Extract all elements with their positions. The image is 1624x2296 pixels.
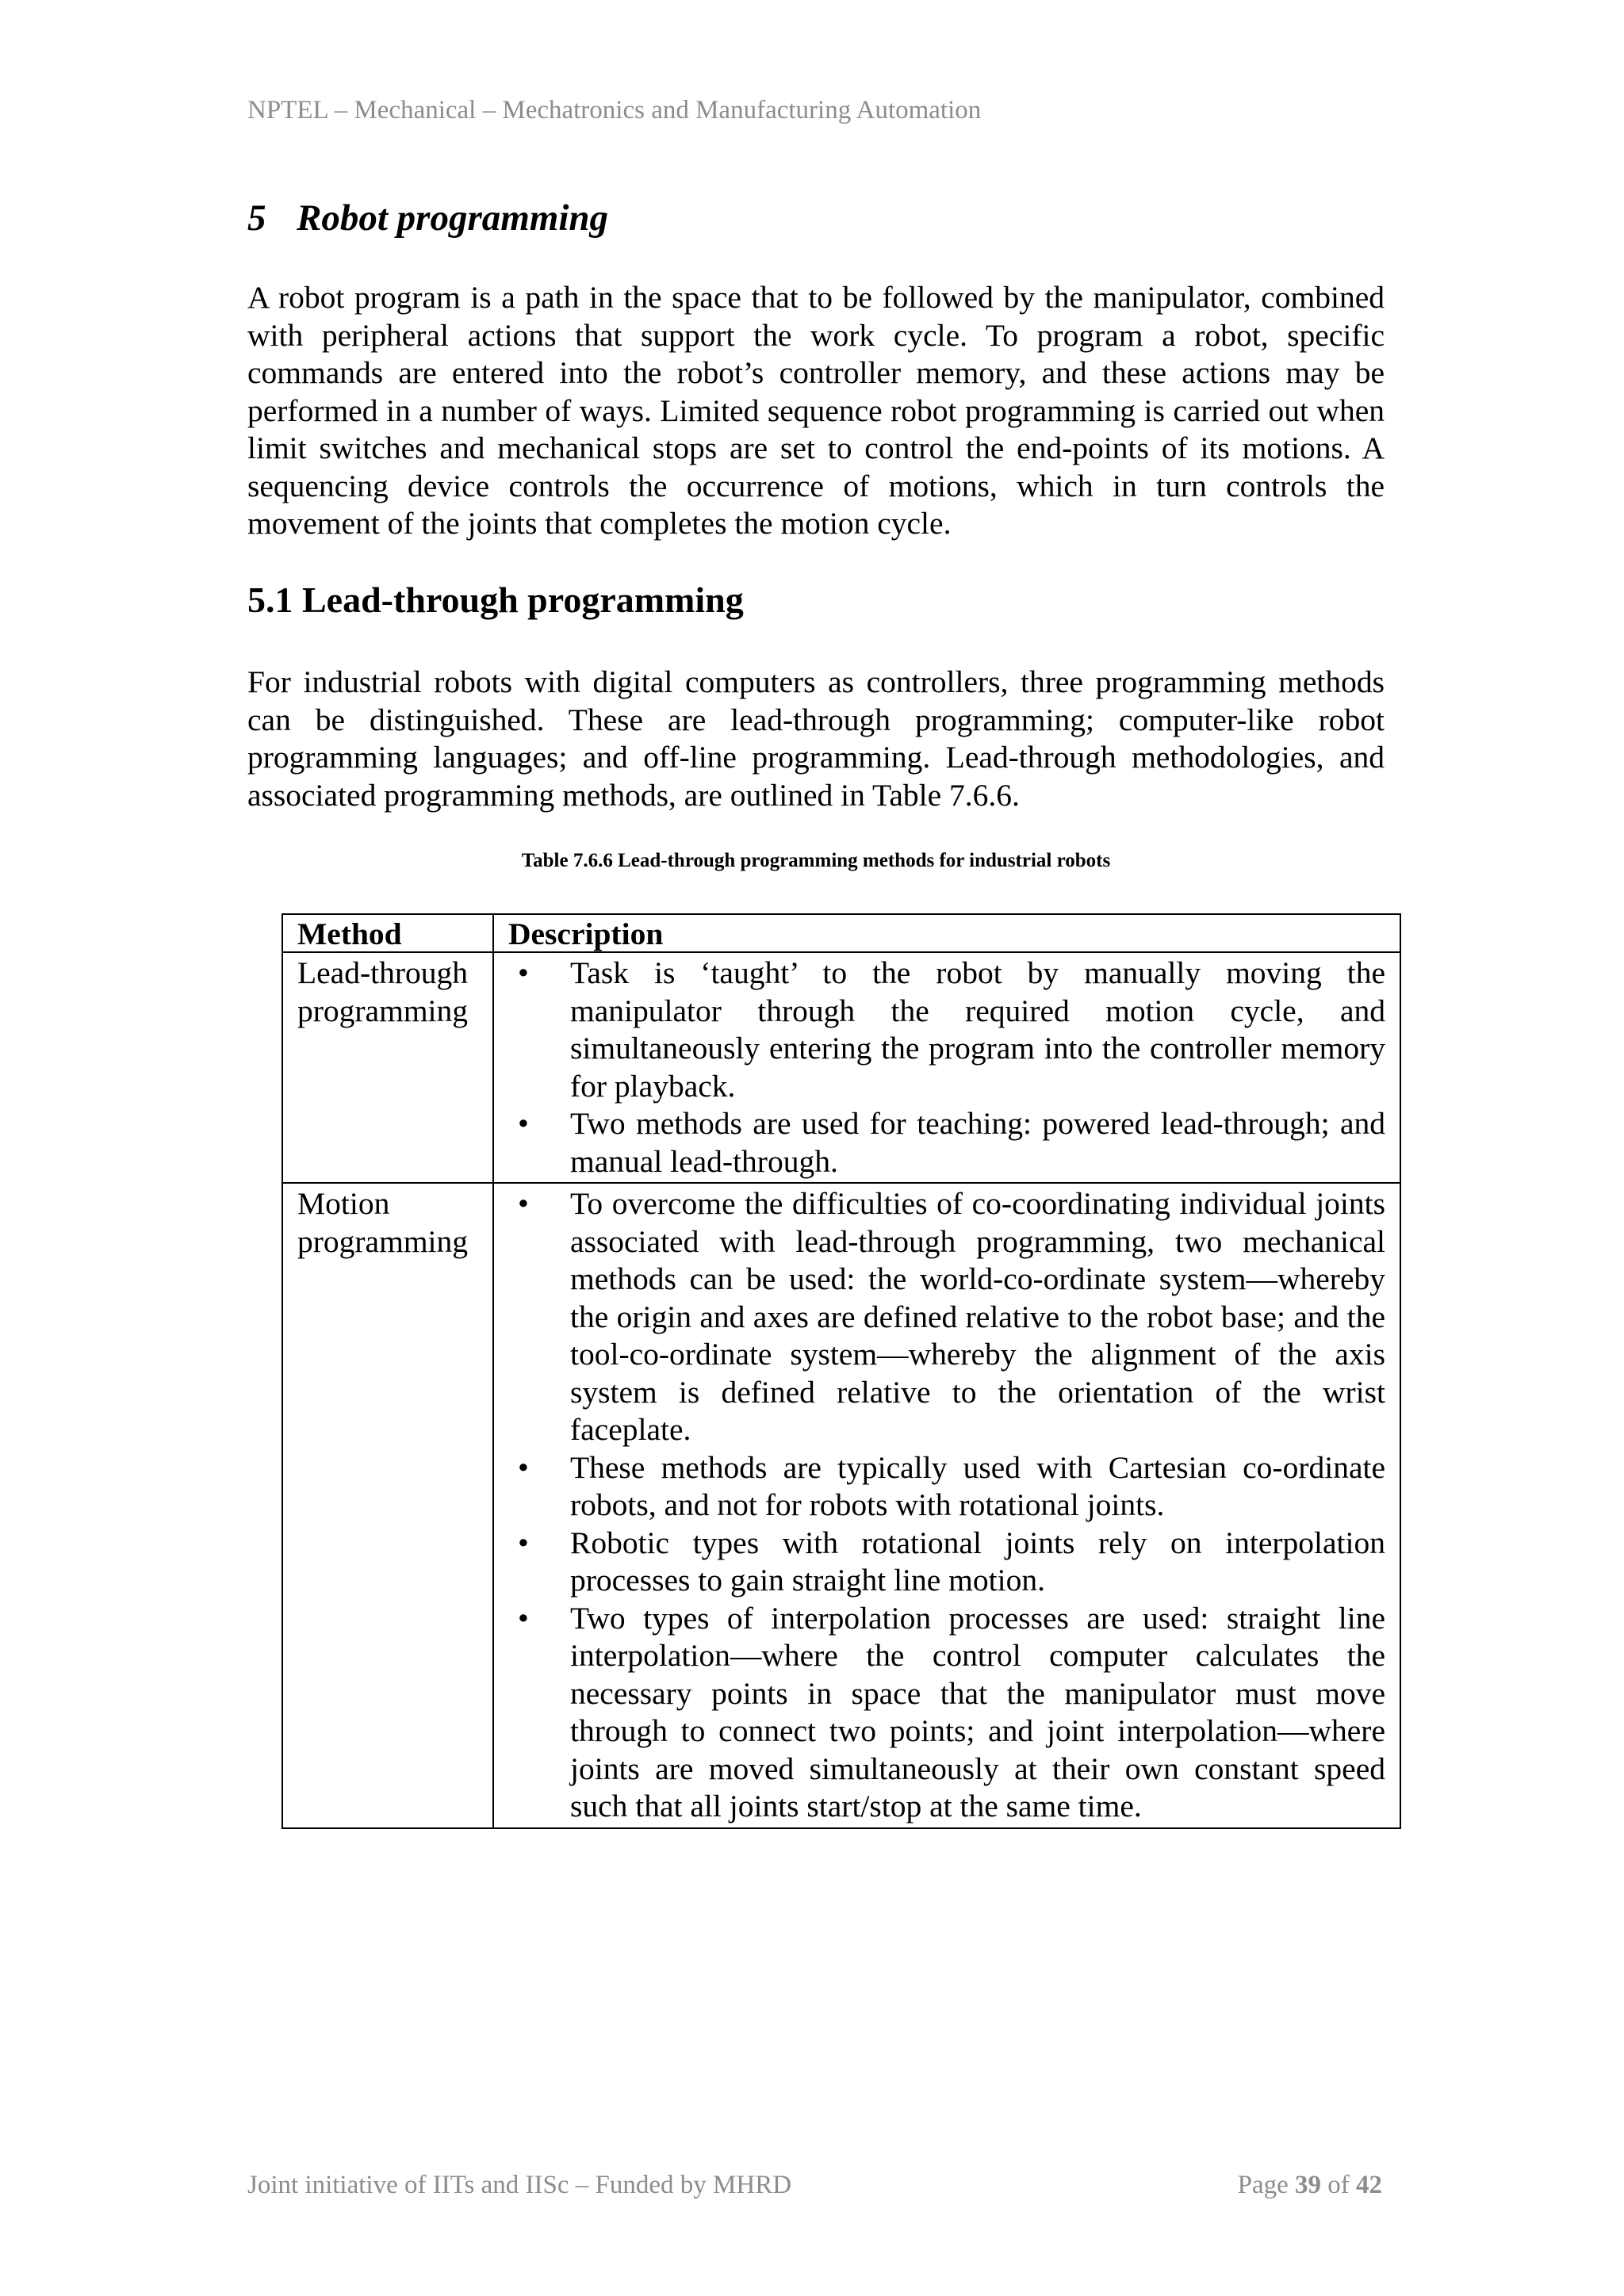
method-cell: Lead-through programming (282, 952, 493, 1183)
bullet-icon: • (518, 1449, 529, 1485)
section-paragraph: A robot program is a path in the space that to be followed by the manipulator, combined with peripheral actions that support the work cycle. To program a robot, specific commands are entered into the robot’s controller memory, and these actions may be performed in a number of ways. Limited sequence robot programming is carried out when limit switches and mechanical stops are set to control the end-points of its motions. A sequencing device controls the occurrence of motions, which in turn controls the movement of the joints that completes the motion cycle. (247, 280, 1385, 541)
bullet-text: Task is ‘taught’ to the robot by manually moving the manipulator through the required motion cycle, and simultaneously entering the program into the controller memory for playback. (570, 955, 1385, 1104)
page-header: NPTEL – Mechanical – Mechatronics and Manufacturing Automation (247, 96, 982, 124)
bullet-text: Two types of interpolation processes are used: straight line interpolation—where the control computer calculates the necessary points in space that the manipulator must move through to connect two points; and joint interpolation—where joints are moved simultaneously at their own constant speed such that all joints start/stop at the same time. (570, 1600, 1385, 1823)
page-number (1238, 2171, 1382, 2200)
bullet-list (494, 955, 1385, 1181)
bullet-icon: • (518, 1106, 529, 1141)
section-title: Robot programming (297, 197, 609, 239)
bullet-icon: • (518, 1600, 529, 1636)
footer-text: Joint initiative of IITs and IISc – Funded by MHRD (247, 2171, 792, 2199)
bullet-text: Robotic types with rotational joints rely on interpolation processes to gain straight line motion. (570, 1525, 1385, 1598)
page-total: 42 (1356, 2171, 1382, 2199)
bullet-text: These methods are typically used with Cartesian co-ordinate robots, and not for robots with rotational joints. (570, 1449, 1385, 1522)
list-item (494, 1449, 1385, 1525)
page-label: Page (1237, 2171, 1289, 2199)
column-header-description: Description (493, 914, 1400, 952)
description-cell (493, 952, 1400, 1183)
list-item (494, 1105, 1385, 1181)
bullet-text: To overcome the difficulties of co-coordinating individual joints associated with lead-through programming, two mechanical methods can be used: the world-co-ordinate system—whereby the origin and axes are defined relative to the robot base; and the tool-co-ordinate system—whereby the alignment of the axis system is defined relative to the orientation of the wrist faceplate. (570, 1186, 1385, 1447)
list-item (494, 1525, 1385, 1600)
subsection-title: 5.1 Lead-through programming (247, 580, 744, 620)
bullet-icon: • (518, 1186, 529, 1221)
bullet-icon: • (518, 1525, 529, 1560)
bullet-icon: • (518, 955, 529, 990)
column-header-method: Method (282, 914, 493, 952)
table-row (282, 952, 1400, 1183)
table-row (282, 1183, 1400, 1828)
description-cell (493, 1183, 1400, 1828)
bullet-list (494, 1185, 1385, 1826)
method-cell: Motion programming (282, 1183, 493, 1828)
bullet-text: Two methods are used for teaching: powered lead-through; and manual lead-through. (570, 1106, 1385, 1179)
methods-table (282, 913, 1401, 1829)
page-of-label: of (1327, 2171, 1350, 2199)
table-header-row (282, 914, 1400, 952)
page-current: 39 (1295, 2171, 1321, 2199)
table-caption: Table 7.6.6 Lead-through programming methods for industrial robots (521, 850, 1111, 871)
list-item (494, 1600, 1385, 1826)
subsection-paragraph: For industrial robots with digital computers as controllers, three programming methods can be distinguished. These are lead-through programming; computer-like robot programming languages; and off-line programming. Lead-through methodologies, and associated programming methods, are outlined in Table 7.6.6. (247, 664, 1385, 813)
section-heading (247, 197, 608, 239)
list-item (494, 1185, 1385, 1449)
section-number: 5 (247, 197, 266, 239)
list-item (494, 955, 1385, 1105)
